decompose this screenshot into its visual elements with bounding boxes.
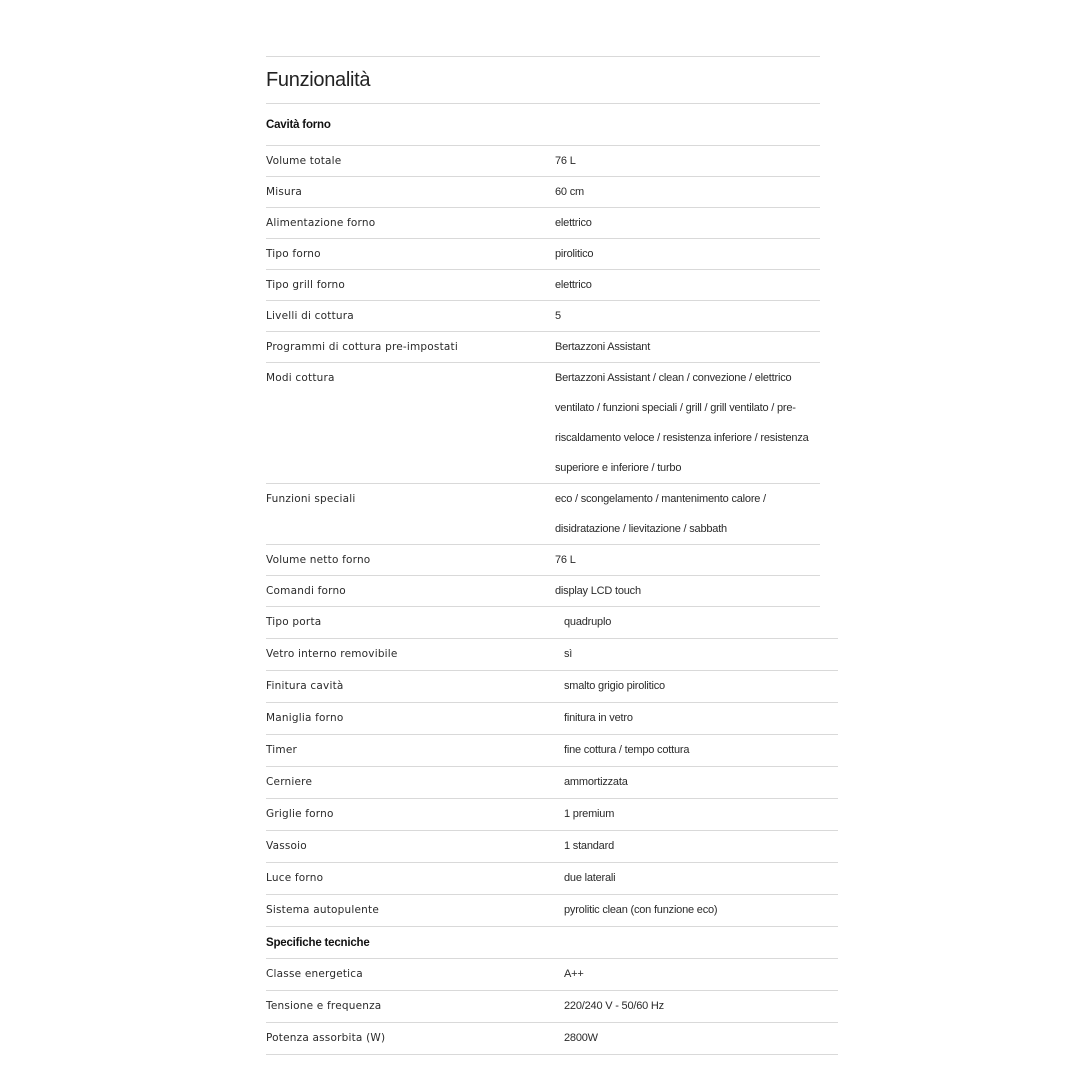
spec-row	[266, 831, 838, 863]
spec-label: Tipo porta	[266, 616, 322, 628]
spec-label: Maniglia forno	[266, 712, 344, 724]
spec-label: Finitura cavità	[266, 680, 344, 692]
spec-label: Timer	[266, 744, 298, 756]
spec-row	[266, 607, 838, 639]
spec-value: eco / scongelamento / mantenimento calore / disidratazione / lievitazione / sabbath	[555, 493, 766, 535]
spec-row	[266, 767, 838, 799]
spec-label: Comandi forno	[266, 585, 346, 597]
spec-value: 220/240 V - 50/60 Hz	[564, 1000, 664, 1012]
spec-value: Bertazzoni Assistant	[555, 341, 651, 353]
spec-label: Vetro interno removibile	[266, 648, 398, 660]
spec-label: Classe energetica	[266, 968, 363, 980]
section-oven-cavity-continued	[266, 607, 838, 1055]
spec-label: Volume totale	[266, 155, 342, 167]
spec-row	[266, 959, 838, 991]
spec-value: elettrico	[555, 217, 592, 229]
spec-label: Vassoio	[266, 840, 307, 852]
spec-label: Cerniere	[266, 776, 313, 788]
spec-label: Livelli di cottura	[266, 310, 354, 322]
spec-row	[266, 863, 838, 895]
spec-label: Misura	[266, 186, 303, 198]
features-sheet	[266, 56, 820, 1055]
spec-value: sì	[564, 648, 573, 660]
spec-label: Volume netto forno	[266, 554, 371, 566]
spec-row	[266, 239, 820, 270]
spec-value: A++	[564, 968, 584, 980]
spec-row	[266, 671, 838, 703]
spec-row	[266, 576, 820, 607]
spec-value: quadruplo	[564, 616, 612, 628]
spec-value: 1 standard	[564, 840, 614, 852]
spec-row	[266, 177, 820, 208]
section-title: Specifiche tecniche	[266, 927, 838, 959]
spec-value: pirolitico	[555, 248, 594, 260]
spec-row	[266, 363, 820, 484]
spec-row	[266, 484, 820, 545]
spec-label: Tensione e frequenza	[266, 1000, 382, 1012]
spec-row	[266, 332, 820, 363]
spec-row	[266, 208, 820, 239]
spec-value: 5	[555, 310, 561, 322]
spec-row	[266, 703, 838, 735]
spec-value: ammortizzata	[564, 776, 628, 788]
page-title: Funzionalità	[266, 57, 820, 104]
spec-value: due laterali	[564, 872, 616, 884]
spec-row	[266, 1023, 838, 1055]
spec-value: Bertazzoni Assistant / clean / convezione / elettrico ventilato / funzioni speciali / grill / grill ventilato / pre-riscaldamento veloce / resistenza inferiore / resistenza superiore e inferiore / turbo	[555, 372, 809, 474]
spec-label: Programmi di cottura pre-impostati	[266, 341, 458, 353]
spec-label: Sistema autopulente	[266, 904, 379, 916]
spec-label: Griglie forno	[266, 808, 334, 820]
spec-row	[266, 895, 838, 927]
spec-value: elettrico	[555, 279, 592, 291]
spec-value: smalto grigio pirolitico	[564, 680, 665, 692]
spec-value: 2800W	[564, 1032, 598, 1044]
spec-label: Tipo grill forno	[266, 279, 346, 291]
spec-row	[266, 991, 838, 1023]
spec-label: Potenza assorbita (W)	[266, 1032, 386, 1044]
spec-label: Tipo forno	[266, 248, 321, 260]
spec-label: Alimentazione forno	[266, 217, 376, 229]
spec-row	[266, 146, 820, 177]
spec-row	[266, 545, 820, 576]
spec-value: finitura in vetro	[564, 712, 633, 724]
spec-label: Modi cottura	[266, 372, 335, 384]
spec-value: display LCD touch	[555, 585, 641, 597]
spec-row	[266, 639, 838, 671]
spec-value: 60 cm	[555, 186, 584, 198]
spec-value: 76 L	[555, 155, 576, 167]
spec-value: fine cottura / tempo cottura	[564, 744, 690, 756]
spec-row	[266, 270, 820, 301]
spec-value: 76 L	[555, 554, 576, 566]
spec-label: Funzioni speciali	[266, 493, 356, 505]
spec-label: Luce forno	[266, 872, 324, 884]
spec-row	[266, 735, 838, 767]
spec-row	[266, 799, 838, 831]
spec-value: 1 premium	[564, 808, 615, 820]
section-title: Cavità forno	[266, 104, 820, 146]
section-oven-cavity	[266, 104, 820, 607]
spec-value: pyrolitic clean (con funzione eco)	[564, 904, 718, 916]
spec-row	[266, 301, 820, 332]
